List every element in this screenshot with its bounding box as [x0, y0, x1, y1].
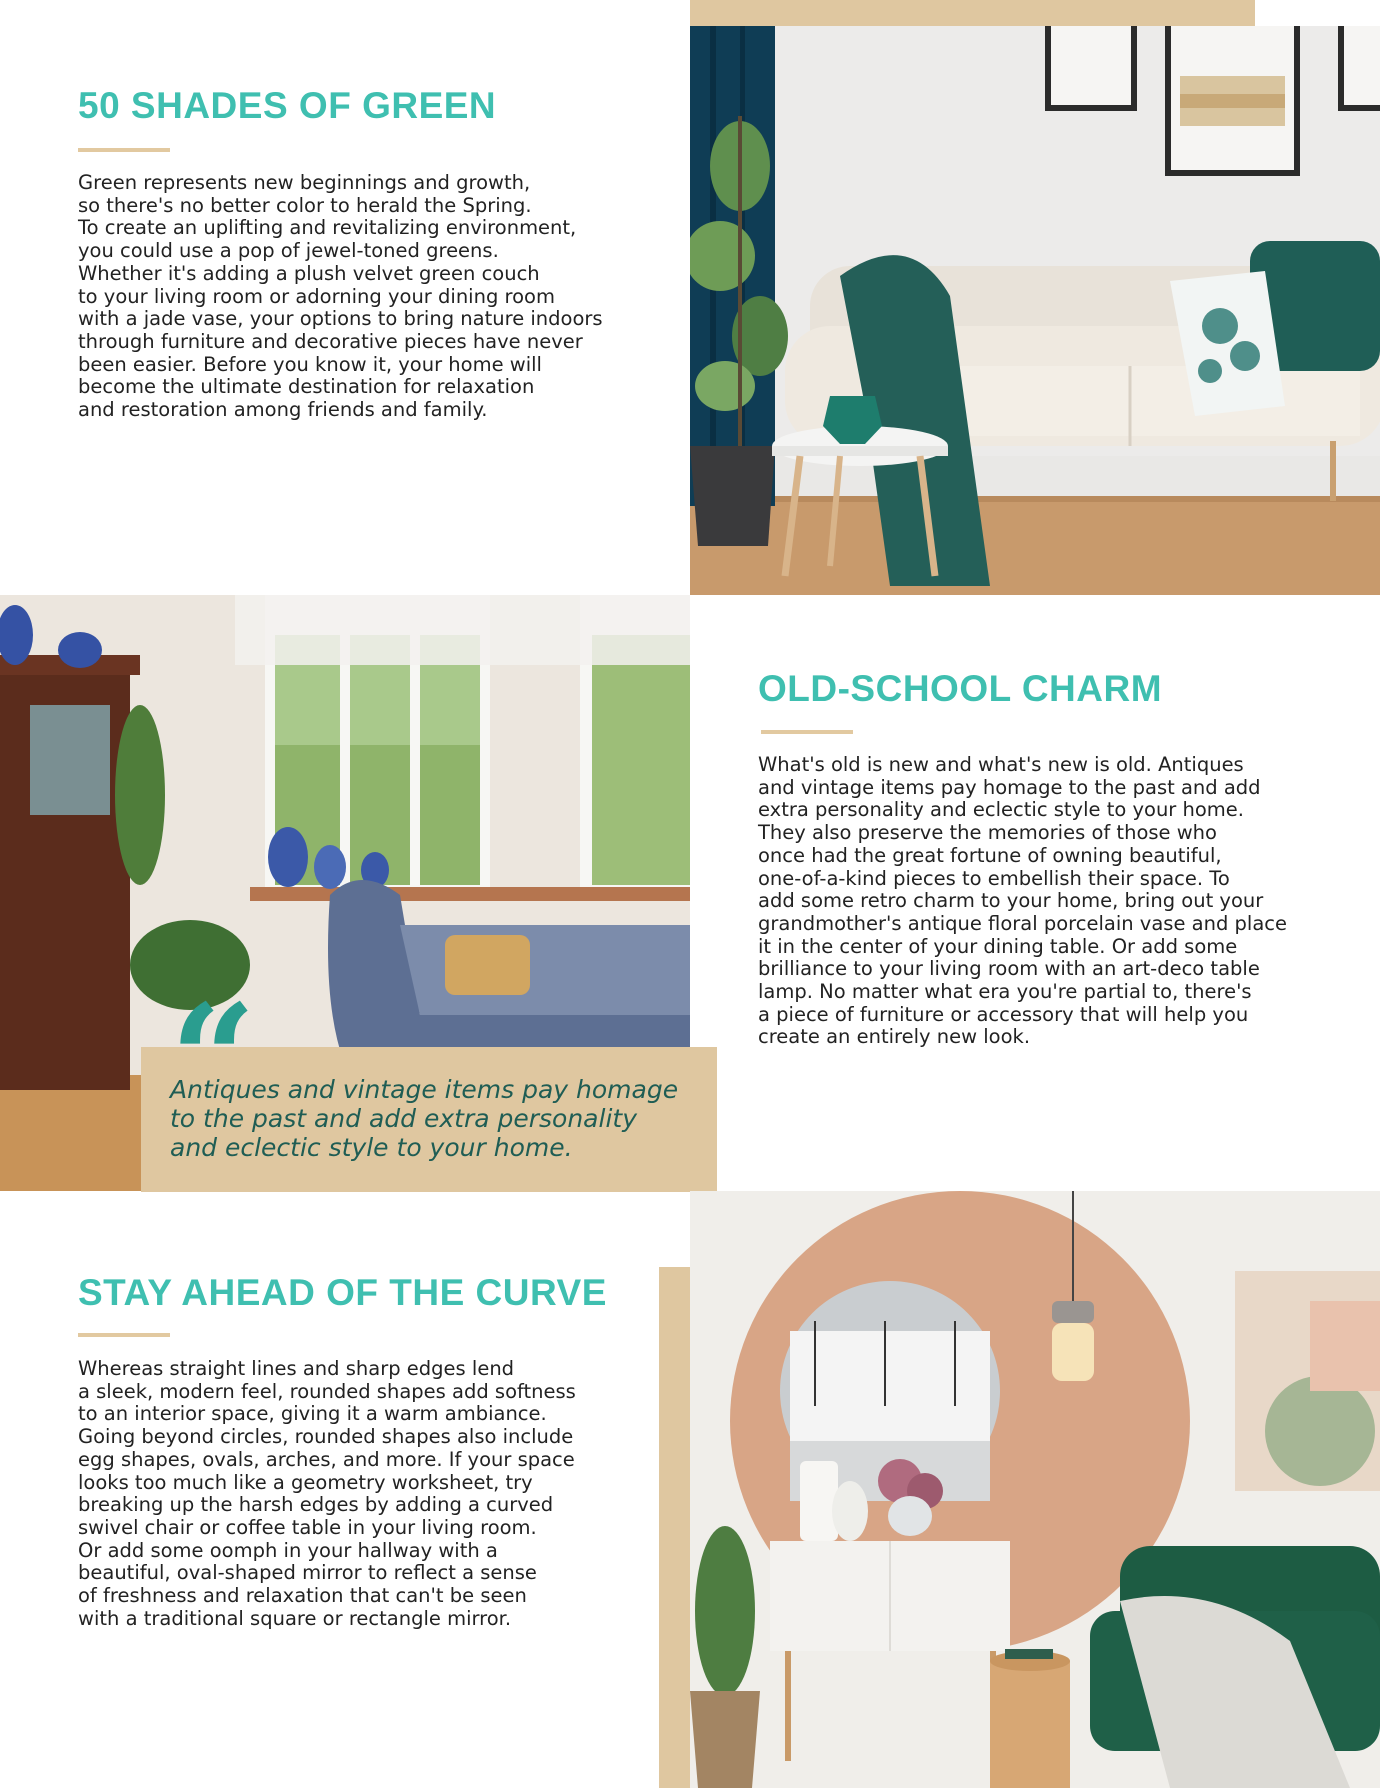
body-line: Whether it's adding a plush velvet green couch — [78, 261, 540, 285]
hallway-mirror-photo — [690, 1191, 1380, 1788]
body-line: and vintage items pay homage to the past and add — [758, 775, 1261, 799]
body-line: To create an uplifting and revitalizing environment, — [78, 216, 577, 240]
section-title-charm: OLD-SCHOOL CHARM — [758, 668, 1163, 709]
title-underline — [78, 1333, 170, 1337]
body-line: once had the great fortune of owning beautiful, — [758, 843, 1222, 867]
body-line: breaking up the harsh edges by adding a curved — [78, 1493, 554, 1517]
body-line: one-of-a-kind pieces to embellish their space. To — [758, 866, 1230, 890]
body-line: a sleek, modern feel, rounded shapes add softness — [78, 1379, 576, 1403]
body-line: grandmother's antique floral porcelain vase and place — [758, 911, 1287, 935]
section-body-charm — [758, 754, 1287, 1049]
body-line: extra personality and eclectic style to your home. — [758, 798, 1244, 822]
body-line: so there's no better color to herald the Spring. — [78, 193, 532, 217]
body-line: egg shapes, ovals, arches, and more. If your space — [78, 1447, 575, 1471]
section-title-green: 50 SHADES OF GREEN — [78, 85, 497, 126]
body-line: to an interior space, giving it a warm ambiance. — [78, 1402, 547, 1426]
quote-mark-icon: “ — [170, 972, 257, 1148]
body-line: They also preserve the memories of those who — [758, 821, 1217, 845]
pull-quote-text — [170, 1075, 678, 1162]
body-line: with a jade vase, your options to bring nature indoors — [78, 307, 603, 331]
body-line: Or add some oomph in your hallway with a — [78, 1538, 498, 1562]
body-line: beautiful, oval-shaped mirror to reflect a sense — [78, 1561, 537, 1585]
body-line: swivel chair or coffee table in your living room. — [78, 1515, 537, 1539]
body-line: you could use a pop of jewel-toned greens. — [78, 239, 499, 263]
tan-accent-bar — [659, 1267, 690, 1788]
title-underline — [761, 730, 853, 734]
body-line: to your living room or adorning your dining room — [78, 284, 555, 308]
body-line: and restoration among friends and family. — [78, 398, 488, 422]
pull-quote-line: to the past and add extra personality — [170, 1104, 637, 1133]
title-underline — [78, 148, 170, 152]
body-line: looks too much like a geometry worksheet, try — [78, 1470, 533, 1494]
living-room-photo — [690, 26, 1380, 595]
body-line: What's old is new and what's new is old. Antiques — [758, 753, 1244, 776]
body-line: lamp. No matter what era you're partial to, there's — [758, 980, 1252, 1004]
pull-quote-line: Antiques and vintage items pay homage — [170, 1075, 679, 1104]
body-line: add some retro charm to your home, bring out your — [758, 889, 1264, 913]
body-line: Going beyond circles, rounded shapes also include — [78, 1425, 574, 1449]
body-line: create an entirely new look. — [758, 1025, 1031, 1049]
body-line: of freshness and relaxation that can't be seen — [78, 1584, 527, 1608]
tan-accent-bar — [690, 0, 1255, 26]
pull-quote-line: and eclectic style to your home. — [170, 1133, 573, 1162]
section-title-curve: STAY AHEAD OF THE CURVE — [78, 1272, 607, 1313]
body-line: Green represents new beginnings and growth, — [78, 171, 531, 194]
body-line: with a traditional square or rectangle mirror. — [78, 1606, 512, 1630]
body-line: Whereas straight lines and sharp edges lend — [78, 1357, 515, 1380]
section-body-curve — [78, 1358, 576, 1630]
body-line: brilliance to your living room with an art-deco table — [758, 957, 1260, 981]
body-line: been easier. Before you know it, your home will — [78, 352, 542, 376]
body-line: it in the center of your dining table. Or add some — [758, 934, 1238, 958]
section-body-green — [78, 172, 603, 422]
body-line: become the ultimate destination for relaxation — [78, 375, 535, 399]
body-line: a piece of furniture or accessory that will help you — [758, 1002, 1249, 1026]
body-line: through furniture and decorative pieces have never — [78, 329, 583, 353]
